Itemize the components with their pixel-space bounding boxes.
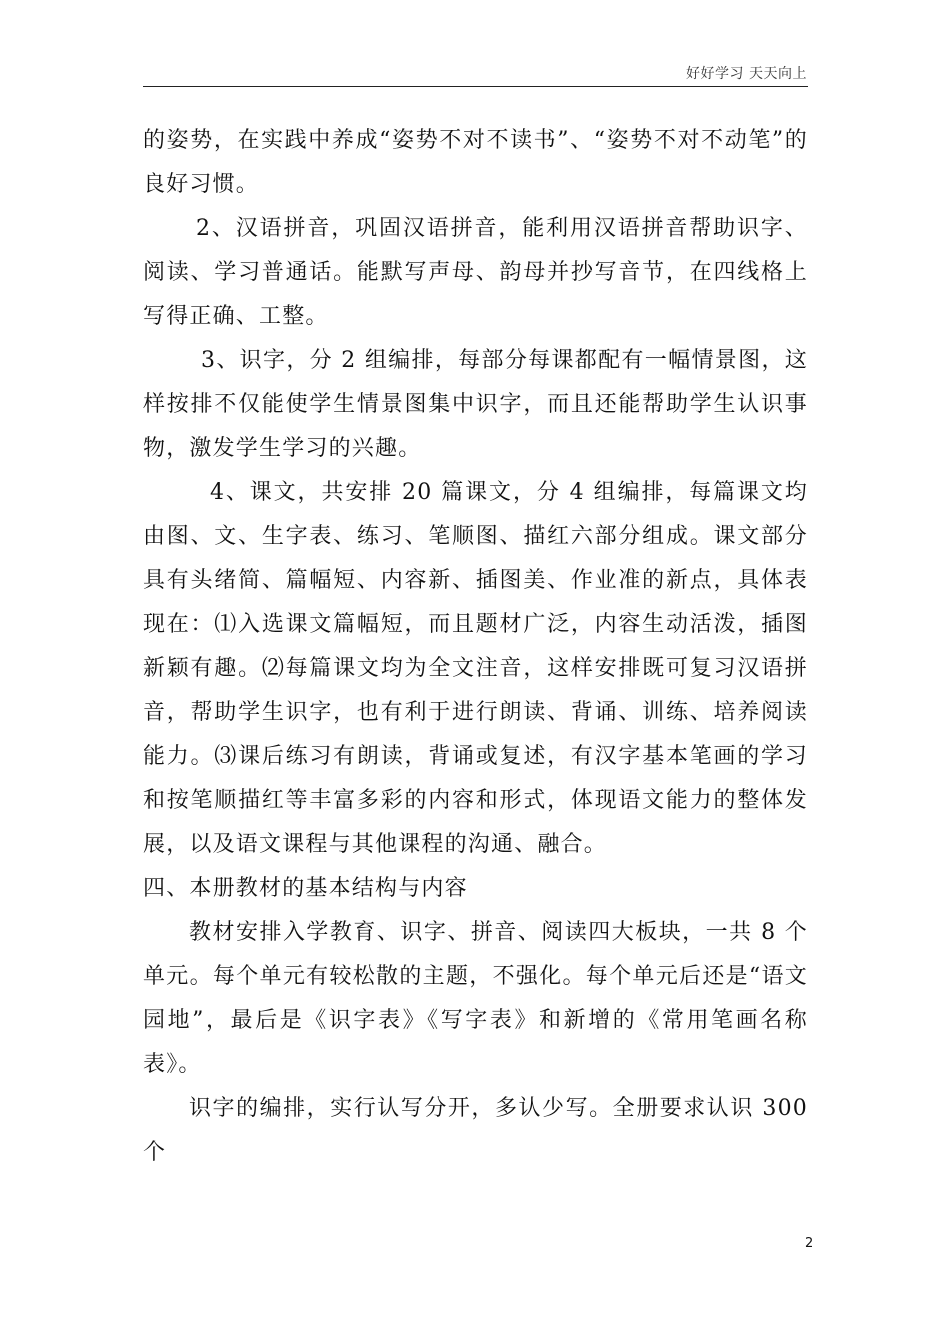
- paragraph-pinyin: 2、汉语拼音，巩固汉语拼音，能利用汉语拼音帮助识字、阅读、学习普通话。能默写声母、韵母并抄写音节，在四线格上写得正确、工整。: [143, 216, 808, 329]
- paragraph-character-arrangement: 识字的编排，实行认写分开，多认少写。全册要求认识 300 个: [143, 1096, 808, 1165]
- page-number: 2: [805, 1236, 814, 1251]
- paragraph-texts: 4、课文，共安排 20 篇课文，分 4 组编排，每篇课文均由图、文、生字表、练习、笔顺图、描红六部分组成。课文部分具有头绪简、篇幅短、内容新、插图美、作业准的新点，具体表现在：⑴入选课文篇幅短，而且题材广泛，内容生动活泼，插图新颖有趣。⑵每篇课文均为全文注音，这样安排既可复习汉语拼音，帮助学生识字，也有利于进行朗读、背诵、训练、培养阅读能力。⑶课后练习有朗读，背诵或复述，有汉字基本笔画的学习和按笔顺描红等丰富多彩的内容和形式，体现语文能力的整体发展，以及语文课程与其他课程的沟通、融合。: [143, 480, 808, 857]
- running-header: 好好学习 天天向上: [686, 66, 807, 82]
- header-divider: [143, 86, 808, 87]
- paragraph-posture-continuation: 的姿势，在实践中养成“姿势不对不读书”、“姿势不对不动笔”的良好习惯。: [143, 128, 808, 197]
- page-body: [143, 119, 808, 1175]
- section-heading-structure: 四、本册教材的基本结构与内容: [143, 876, 468, 901]
- paragraph-structure: 教材安排入学教育、识字、拼音、阅读四大板块，一共 8 个单元。每个单元有较松散的主题，不强化。每个单元后还是“语文园地”，最后是《识字表》《写字表》和新增的《常用笔画名称表》。: [143, 920, 808, 1077]
- paragraph-literacy: 3、识字，分 2 组编排，每部分每课都配有一幅情景图，这样按排不仅能使学生情景图集中识字，而且还能帮助学生认识事物，激发学生学习的兴趣。: [143, 348, 808, 461]
